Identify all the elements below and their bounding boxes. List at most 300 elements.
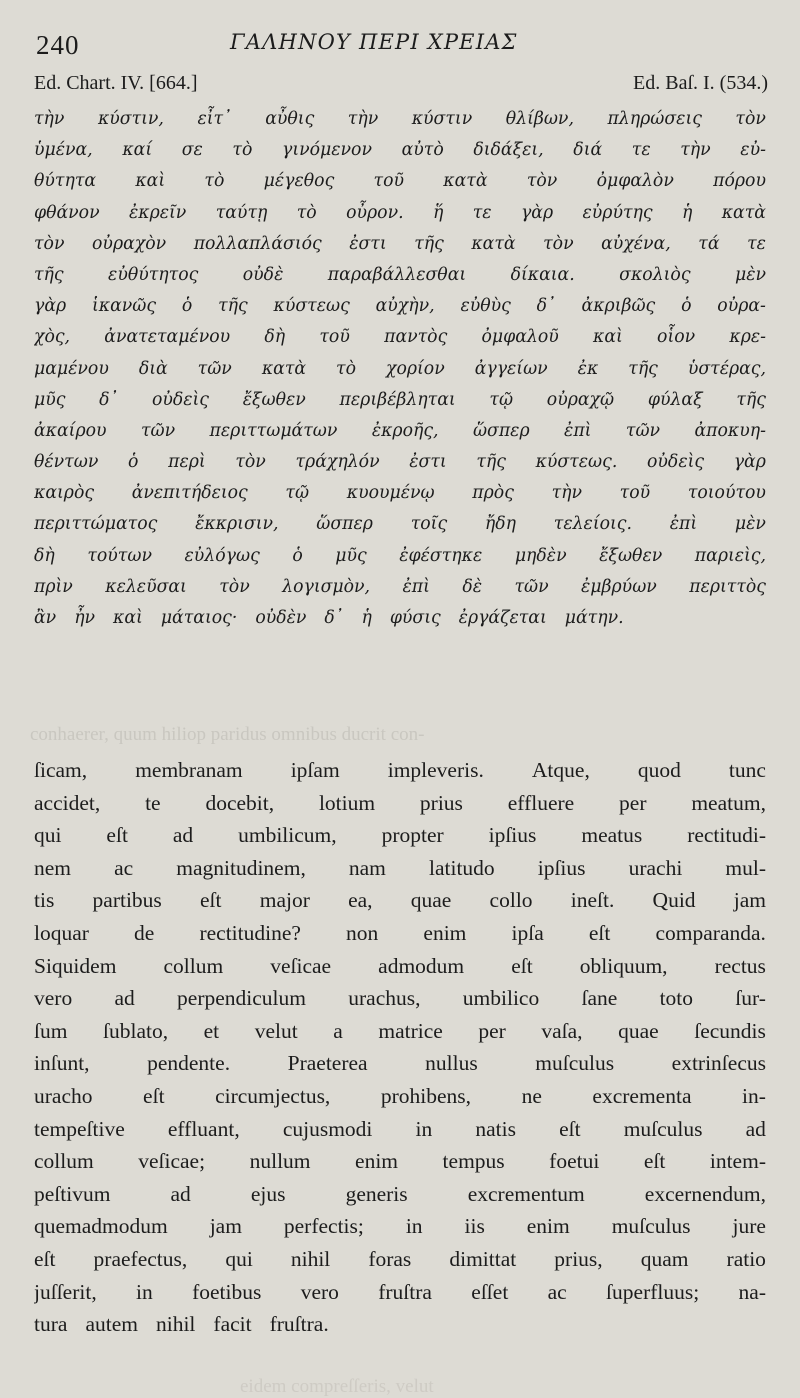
word: δίκαια. [510, 264, 575, 285]
word: ſicam, [34, 758, 88, 782]
text-line [34, 104, 766, 135]
text-line [34, 917, 766, 950]
word: τε [747, 233, 766, 254]
word: meatum, [691, 790, 766, 815]
word: κατὰ [261, 358, 307, 379]
word: autem [85, 1312, 138, 1337]
word: ἀκριβῶς [581, 296, 656, 317]
word: τοῦ [373, 171, 405, 192]
word: ſecundis [694, 1018, 766, 1043]
word: per [619, 790, 647, 815]
word: prius [419, 790, 463, 815]
word: ἀκαίρου [34, 420, 107, 441]
word: Praeterea [287, 1051, 368, 1076]
running-title: ΓΑΛΗΝΟΥ ΠΕΡΙ ΧΡΕΙΑΣ [230, 30, 518, 54]
word: jam [209, 1214, 242, 1239]
word: αὖθις [265, 109, 315, 129]
word: ipſius [537, 855, 586, 880]
word: collum [163, 953, 224, 978]
word: nihil [155, 1312, 196, 1337]
word: χὸς, [34, 327, 71, 348]
text-line [34, 1080, 766, 1113]
word: τῶν [625, 420, 661, 441]
word: γὰρ [34, 296, 67, 317]
word: ſuperfluus; [606, 1279, 700, 1304]
text-line [34, 1113, 766, 1146]
word: εὐρύτης [582, 202, 653, 223]
word: tis [34, 888, 55, 913]
word: tura [34, 1312, 68, 1337]
word: ſane [581, 986, 618, 1011]
word: αὐχένα, [601, 233, 671, 254]
word: prohibens, [380, 1083, 472, 1108]
greek-text-block [34, 104, 766, 634]
word: generis [345, 1181, 408, 1206]
word: magnitudinem, [176, 855, 306, 880]
word: veſicae; [138, 1149, 206, 1174]
word: ſum [34, 1018, 68, 1043]
word: τράχηλόν [295, 452, 380, 473]
word: τῆς [736, 389, 766, 410]
word: κατὰ [443, 171, 488, 192]
word: δ᾽ [536, 296, 556, 317]
word: κύστεως. [535, 452, 618, 473]
word: quod [637, 758, 681, 782]
word: τὴν [34, 109, 65, 129]
word: rectitudine? [199, 920, 301, 945]
word: tempus [442, 1149, 505, 1174]
word: ἡ [681, 202, 693, 223]
word: τὸ [296, 202, 317, 223]
word: ἐπὶ [402, 576, 430, 597]
word: δὴ [34, 545, 55, 566]
word: κατὰ [471, 233, 516, 254]
word: τῆς [476, 452, 506, 473]
word: urachus, [348, 986, 421, 1011]
word: nihil [290, 1246, 331, 1271]
word: ἐκ [577, 358, 599, 379]
word: eſt [559, 1116, 581, 1141]
word: τὴν [551, 483, 582, 504]
word: τῷ [285, 483, 310, 504]
word: τοῖς [410, 514, 448, 535]
text-line [34, 354, 766, 385]
text-line [34, 447, 766, 478]
word: ἡ [361, 608, 372, 628]
text-line [34, 541, 766, 572]
word: ὥσπερ [316, 514, 373, 535]
word: κελεῦσαι [105, 576, 187, 597]
word: ἐκρεῖν [128, 202, 187, 223]
word: velut [254, 1018, 298, 1043]
word: enim [355, 1149, 399, 1174]
word: ἐργάζεται [458, 608, 547, 628]
word: τὸν [543, 233, 574, 254]
word: ἐμβρύων [581, 576, 657, 597]
word: ἐπὶ [669, 514, 698, 535]
word: enim [526, 1214, 570, 1239]
word: vero [300, 1279, 339, 1304]
word: τούτων [87, 545, 152, 566]
word: eſt [588, 920, 611, 945]
word: αὐχὴν, [375, 296, 435, 317]
word: excrementa [592, 1083, 692, 1108]
text-line [34, 1178, 766, 1211]
word: collum [34, 1149, 94, 1174]
word: matrice [378, 1018, 443, 1043]
word: τὴν [347, 109, 379, 129]
word: διὰ [138, 358, 168, 379]
word: θύτητα [34, 171, 97, 192]
bleed-through-text-bottom: eidem compreſſeris, velut [240, 1376, 434, 1397]
word: τά [698, 233, 720, 254]
word: τὸν [526, 171, 558, 192]
word: περιττωμάτων [209, 420, 338, 441]
word: πόρου [713, 171, 766, 192]
text-line [34, 754, 766, 787]
word: rectitudi- [687, 823, 766, 848]
word: ὁ [128, 452, 139, 473]
word: quemadmodum [34, 1214, 168, 1239]
text-line [34, 166, 766, 197]
word: μῦς [34, 389, 66, 410]
word: obliquum, [579, 953, 668, 978]
word: οὐδεὶς [647, 452, 705, 473]
word: τὸν [34, 233, 65, 254]
word: nem [34, 855, 72, 880]
word: τοῦ [319, 327, 350, 348]
word: περιβέβληται [339, 389, 456, 410]
word: εὐλόγως [184, 545, 260, 566]
word: ἀνεπιτήδειος [131, 483, 248, 504]
word: jam [733, 888, 766, 913]
word: ἂν [34, 608, 57, 628]
word: lotium [318, 790, 376, 815]
word: ad [114, 986, 135, 1011]
word: γινόμενον [282, 140, 372, 161]
word: prius, [554, 1246, 603, 1271]
word: foetibus [192, 1279, 262, 1304]
text-line [34, 950, 766, 983]
word: et [203, 1018, 220, 1043]
word: comparanda. [655, 920, 766, 945]
word: οὐδὲ [242, 264, 284, 285]
word: ἔξωθεν [242, 389, 306, 410]
word: ſur- [735, 986, 766, 1011]
word: τὸν [235, 452, 266, 473]
word: enim [423, 920, 467, 945]
word: umbilico [462, 986, 540, 1011]
word: per [478, 1018, 506, 1043]
word: toto [659, 986, 694, 1011]
word: καὶ [135, 171, 166, 192]
word: ἱκανῶς [92, 296, 157, 317]
word: propter [381, 823, 444, 848]
word: circumjectus, [215, 1083, 331, 1108]
word: ipſa [511, 920, 544, 945]
word: qui [225, 1246, 253, 1271]
word: Atque, [531, 758, 590, 782]
word: παντὸς [384, 327, 448, 348]
word: ἤδη [484, 514, 517, 535]
word: καὶ [593, 327, 623, 348]
word: κατὰ [721, 202, 766, 223]
word: τῆς [414, 233, 444, 254]
word: urachi [628, 855, 683, 880]
word: τελείοις. [553, 514, 632, 535]
word: eſt [34, 1246, 56, 1271]
word: χορίον [385, 358, 445, 379]
text-line [34, 322, 766, 353]
word: μέγεθος [263, 171, 335, 192]
word: κυουμένῳ [346, 483, 435, 504]
word: τῶν [140, 420, 176, 441]
word: cujusmodi [282, 1116, 373, 1141]
word: ἀγγείων [474, 358, 548, 379]
word: ἐκροῆς, [371, 420, 439, 441]
word: docebit, [205, 790, 275, 815]
running-head [34, 24, 764, 64]
word: ac [547, 1279, 567, 1304]
word: τοιούτου [687, 483, 766, 504]
word: ejus [250, 1181, 286, 1206]
word: οἷον [657, 327, 696, 348]
word: quae [410, 888, 452, 913]
edition-reference-basel: Ed. Baſ. I. (534.) [633, 72, 768, 94]
word: μῦς [335, 545, 367, 566]
text-line [34, 1145, 766, 1178]
word: extrinſecus [671, 1051, 766, 1076]
text-line [34, 1308, 766, 1341]
word: ἐστι [349, 233, 387, 254]
word: δ᾽ [324, 608, 344, 628]
word: ἐπὶ [564, 420, 592, 441]
word: inſunt, [34, 1051, 90, 1076]
latin-text-block [34, 754, 766, 1341]
word: οὐραχὸν [92, 233, 167, 254]
word: ineſt. [570, 888, 615, 913]
word: muſculus [623, 1116, 703, 1141]
word: πρὶν [34, 576, 73, 597]
word: τὸν [735, 109, 766, 129]
word: φύσις [389, 608, 441, 628]
word: τοῦ [619, 483, 651, 504]
word: τὸ [204, 171, 225, 192]
word: eſt [200, 888, 222, 913]
text-line [34, 1015, 766, 1048]
word: μάτην. [564, 608, 624, 628]
word: οὐδεὶς [151, 389, 209, 410]
text-line [34, 229, 766, 260]
word: ὁ [181, 296, 193, 317]
word: ἀποκυη- [694, 420, 766, 441]
word: eſt [511, 953, 533, 978]
word: ἀνατεταμένου [104, 327, 231, 348]
word: praefectus, [93, 1246, 188, 1271]
word: γὰρ [733, 452, 766, 473]
word: vaſa, [541, 1018, 583, 1043]
word: eſt [143, 1083, 165, 1108]
word: ipſam [290, 758, 340, 782]
word: εὐθὺς [460, 296, 511, 317]
word: de [134, 920, 155, 945]
word: na- [738, 1279, 766, 1304]
page-number: 240 [36, 30, 80, 60]
word: ὁ [681, 296, 692, 317]
word: μαμένου [34, 358, 109, 379]
word: εὐ- [740, 140, 766, 161]
word: excernendum, [644, 1181, 766, 1206]
text-line [34, 982, 766, 1015]
word: τῷ [489, 389, 514, 410]
word: eſt [643, 1149, 666, 1174]
word: ἥ [432, 202, 444, 223]
word: membranam [135, 758, 243, 782]
word: κύστιν, [97, 109, 164, 129]
word: umbilicum, [238, 823, 337, 848]
word: vero [34, 986, 73, 1011]
word: κύστεως [273, 296, 350, 317]
word: ad [172, 823, 194, 848]
text-line [34, 135, 766, 166]
word: μὲν [734, 514, 766, 535]
word: ad [170, 1181, 191, 1206]
word: οὐρα- [717, 296, 766, 317]
word: ἔκκρισιν, [195, 514, 279, 535]
word: collo [489, 888, 533, 913]
word: τῆς [34, 264, 64, 285]
word: ἔξωθεν [599, 545, 663, 566]
text-line [34, 260, 766, 291]
word: latitudo [428, 855, 495, 880]
word: uracho [34, 1083, 93, 1108]
word: muſculus [535, 1051, 615, 1076]
word: τὴν [680, 140, 711, 161]
word: major [259, 888, 310, 913]
word: φθάνον [34, 202, 100, 223]
word: δὲ [462, 576, 483, 597]
word: ταύτῃ [215, 202, 268, 223]
text-line [34, 787, 766, 820]
word: excrementum [467, 1181, 585, 1206]
word: ratio [726, 1246, 766, 1271]
word: non [346, 920, 379, 945]
word: intem- [709, 1149, 766, 1174]
word: εἶτ᾽ [197, 109, 232, 129]
text-line [34, 509, 766, 540]
word: quam [640, 1246, 689, 1271]
word: ὥσπερ [472, 420, 530, 441]
word: eſt [106, 823, 128, 848]
word: πρὸς [472, 483, 514, 504]
word: τῶν [514, 576, 549, 597]
word: effluant, [167, 1116, 240, 1141]
word: muſculus [611, 1214, 691, 1239]
word: in [405, 1214, 423, 1239]
word: ad [745, 1116, 766, 1141]
word: δὴ [264, 327, 286, 348]
word: μηδὲν [514, 545, 567, 566]
word: juſſerit, [34, 1279, 97, 1304]
word: jure [732, 1214, 766, 1239]
word: fruſtra. [269, 1312, 329, 1337]
word: pendente. [147, 1051, 231, 1076]
word: nullus [425, 1051, 478, 1076]
word: facit [213, 1312, 252, 1337]
text-line [34, 1047, 766, 1080]
word: iis [464, 1214, 485, 1239]
word: καιρὸς [34, 483, 95, 504]
text-line [34, 1243, 766, 1276]
word: veſicae [270, 953, 332, 978]
word: perfectis; [283, 1214, 364, 1239]
word: σκολιὸς [619, 264, 691, 285]
word: τὸν [219, 576, 250, 597]
text-line [34, 416, 766, 447]
word: meatus [581, 823, 643, 848]
word: Siquidem [34, 953, 117, 978]
word: ea, [348, 888, 373, 913]
word: τε [472, 202, 492, 223]
word: διά [573, 140, 603, 161]
word: te [145, 790, 161, 815]
word: παραβάλλεσθαι [327, 264, 467, 285]
word: σε [181, 140, 203, 161]
word: διδάξει, [473, 140, 544, 161]
word: mul- [725, 855, 766, 880]
word: dimittat [449, 1246, 517, 1271]
word: nam [348, 855, 386, 880]
word: καὶ [113, 608, 143, 628]
word: μάταιος· [160, 608, 238, 628]
word: Quid [652, 888, 696, 913]
word: εὐθύτητος [108, 264, 199, 285]
word: κύστιν [411, 109, 473, 129]
word: nullum [249, 1149, 311, 1174]
word: quae [618, 1018, 659, 1043]
text-line [34, 819, 766, 852]
bleed-through-text-top: conhaerer, quum hiliop paridus omnibus ducrit con- [30, 724, 425, 745]
word: τῆς [218, 296, 248, 317]
word: τὸ [232, 140, 253, 161]
word: a [333, 1018, 343, 1043]
word: οὖρον. [346, 202, 404, 223]
text-line [34, 852, 766, 885]
word: foetui [549, 1149, 600, 1174]
word: κρε- [729, 327, 766, 348]
word: δ᾽ [99, 389, 119, 410]
word: οὐραχῷ [546, 389, 615, 410]
word: ἐστι [409, 452, 447, 473]
word: ipſius [488, 823, 537, 848]
word: foras [368, 1246, 412, 1271]
word: τὸ [336, 358, 356, 379]
text-line [34, 1210, 766, 1243]
word: natis [475, 1116, 516, 1141]
word: loquar [34, 920, 89, 945]
word: οὐδὲν [255, 608, 307, 628]
text-line [34, 291, 766, 322]
word: καί [122, 140, 153, 161]
text-line [34, 603, 766, 634]
word: πολλαπλάσιός [193, 233, 322, 254]
text-line [34, 1276, 766, 1309]
word: qui [34, 823, 62, 848]
word: effluere [507, 790, 575, 815]
text-line [34, 572, 766, 603]
word: περὶ [168, 452, 206, 473]
word: ἐφέστηκε [399, 545, 483, 566]
